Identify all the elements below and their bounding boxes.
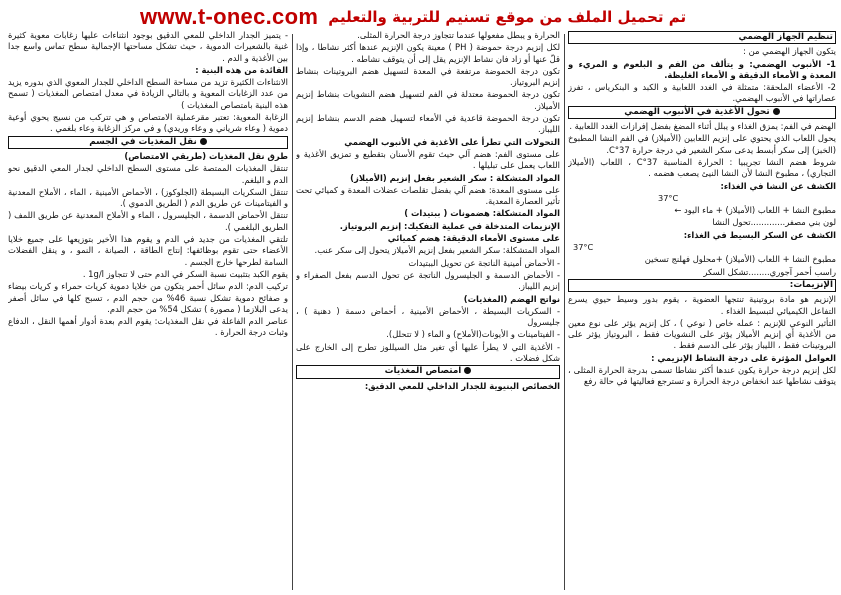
paragraph: الإنزيم هو مادة بروتينية تنتجها العضوية ، يقوم بدور وسيط حيوي يسرع التفاعل الكيميائي لتبسيط الغذاء . (568, 294, 836, 316)
paragraph: الزغابة المعوية: تعتبر مقرعملية الامتصاص و هي تتركب من نسيج يحوي أوعية دموية ( وعاء شرياني و وعاء وريدي) و في مركز الزغابة وعاء بلغمي . (8, 112, 288, 134)
paragraph: تركيب الدم: الدم سائل أحمر يتكون من خلايا دموية كريات حمراء و كريات بيضاء و صفائح دموية تشكل نسبة 46% من حجم الدم ، تسبح كلها في سائل أصفر يدعى البلازما ( مصورة ) تشكل 54% من حجم الدم. (8, 281, 288, 314)
paragraph: نواتج الهضم (المغذيات) (463, 293, 560, 304)
paragraph: الانثناءات الكثيرة تزيد من مساحة السطح الداخلي للجدار المعوي الذي بدوره يزيد من عدد الزغابات المعوية و بالتالي الزيادة في معدل امتصاص المغذيات ( تسمح هذه البنية بامتصاص المغذيات ) (8, 77, 288, 110)
paragraph: الكشف عن السكر البسيط في الغذاء: (683, 229, 836, 240)
paragraph: التحولات التي تطرأ على الأغذية في الأنبوب الهضمي (344, 136, 560, 147)
section-title: امتصاص المغذيات (296, 365, 560, 378)
paragraph: - الأحماض أمينية الناتجة عن تحويل الببتيدات (408, 257, 560, 268)
paragraph: - الأحماض الدسمة و الجليسرول الناتجة عن تحول الدسم بفعل الصفراء و إنزيم الليباز. (296, 269, 560, 292)
bullet-icon (464, 367, 471, 374)
paragraph: طرق نقل المغذيات (طريقي الامتصاص) (124, 150, 288, 161)
diagram-line: لون بني مصفر.............تحول النشا (712, 217, 836, 228)
right-column (568, 30, 836, 590)
paragraph: تنتقل الأحماض الدسمة ، الجليسرول ، الماء و الأملاح المعدنية عن طريق اللمف ( الطريق البلغمي ). (8, 210, 288, 232)
section-title: الإنزيمات: (568, 279, 836, 292)
bullet-icon (773, 108, 780, 115)
bullet-icon (200, 138, 207, 145)
diagram-line: راسب أحمر آجوري........تشكل السكر (703, 266, 836, 277)
paragraph: - الأغذية التي لا يطرأ عليها أي تغير مثل السيللوز تطرح إلى الخارج على شكل فضلات . (296, 341, 560, 364)
paragraph: لكل إنزيم درجة حرارة يكون عندها أكثر نشاطا تسمى بدرجة الحرارة المثلى ، يتوقف نشاطها عند انخفاض درجة الحرارة و تسترجع فعاليتها في حالة رفع (568, 365, 836, 387)
paragraph: على مستوى الأمعاء الدقيقة: هضم كميائي (387, 233, 560, 244)
paragraph: الهضم في الفم: يمزق الغذاء و يبلل أثناء المضغ بفضل إفرازات الغدد اللعابية . (569, 121, 836, 132)
diagram-label: 37°C (573, 242, 594, 253)
column-divider (292, 34, 293, 590)
paragraph: يقوم الكبد بتثبيت نسبة السكر في الدم حتى لا تتجاوز 1g/l . (82, 268, 288, 279)
paragraph: - الفيتامينات و الأيونات(الأملاح) و الماء ( لا تتحلل). (386, 329, 560, 340)
paragraph: المواد المتشكلة: هضمونات ( ببتيدات ) (404, 208, 560, 219)
paragraph: تكون درجة الحموضة مرتفعة في المعدة لتسهيل هضم البروتينات بنشاط إنزيم البروتياز. (296, 65, 560, 88)
section-title: تحول الأغذية في الأنبوب الهضمي (568, 106, 836, 119)
section-title: نقل المغذيات في الجسم (8, 136, 288, 149)
paragraph: المواد المتشكلة: سكر الشعير بفعل إنزيم الأميلاز يتحول إلى سكر عنب. (314, 245, 560, 256)
section-title: تنظيم الجهاز الهضمي (568, 31, 836, 44)
paragraph: التأثير النوعي للإنزيم : عمله خاص ( نوعي ) ، كل إنزيم يؤثر على نوع معين من الأغذية أي إنزيم الأميلاز يؤثر على النشويات فقط ، البروتياز يؤثر على البروتينات فقط ، الليباز يؤثر على الدسم فقط . (568, 317, 836, 351)
paragraph: شروط هضم النشا تجريبيا : الحرارة المناسبة 37°C ، اللعاب (الأميلاز التجاري) ، مطبوخ النشا لأن النشا النيئ يصعب هضمه . (568, 156, 836, 179)
paragraph: يحول اللعاب الذي يحتوي على إنزيم اللعابين (الأميلاز) في الفم النشا المطبوخ (الخبز) إلى سكر أبسط يدعى سكر الشعير في درجة حرارة 37°C. (568, 133, 836, 155)
paragraph: 2- الأعضاء الملحقة: متمثلة في الغدد اللعابية و الكبد و البنكرياس ، تفرز عصاراتها في الأنبوب الهضمي. (568, 82, 836, 104)
paragraph: على مستوى المعدة: هضم آلي بفضل تقلصات عضلات المعدة و كميائي تحت تأثير العصارة المعدية. (296, 184, 560, 207)
paragraph: الفائدة من هذه البنية : (195, 64, 288, 75)
paragraph: الكشف عن النشا في الغذاء: (720, 180, 836, 191)
left-column (8, 30, 288, 590)
paragraph: تنتقل السكريات البسيطة (الجلوكوز) ، الأحماض الأمينية ، الماء ، الأملاح المعدنية و الفيتامينات عن طريق الدم ( الطريق الدموي ). (8, 186, 288, 209)
diagram-line: مطبوخ النشا + اللعاب (الأميلاز) +محلول فهلنج تسخين (644, 254, 836, 265)
paragraph: - يتميز الجدار الداخلي للمعي الدقيق بوجود انثناءات عليها زغابات معوية كثيرة غنية بالشعيرات الدموية ، حيث تشكل مساحتها الإجمالية سطح تماس واسع جدا بين الأغذية و الدم . (8, 30, 288, 63)
paragraph: تلتقي المغذيات من جديد في الدم و يقوم هذا الأخير بتوزيعها على جميع خلايا الأعضاء حتى تقوم بوظائفها: إنتاج الطاقة ، الصيانة ، النمو ، و ينقل الفضلات السامة لطرحها خارج الجسم . (8, 234, 288, 267)
paragraph: الخصائص البنيوية للجدار الداخلي للمعي الدقيق: (364, 380, 560, 391)
diagram-line: مطبوخ النشا + اللعاب (الأميلاز) + ماء اليود ← (674, 205, 836, 216)
banner-text: تم تحميل الملف من موقع تسنيم للتربية والتعليم (328, 8, 687, 26)
column-divider (564, 34, 565, 590)
paragraph: المواد المتشكلة : سكر الشعير بفعل إنزيم (الأميلاز) (350, 172, 560, 183)
paragraph: عناصر الدم الفاعلة في نقل المغذيات: يقوم الدم بعدة أدوار أهمها النقل ، الدفاع وثبات درجة الحرارة . (8, 316, 288, 338)
paragraph: 1- الأنبوب الهضمي: و يتألف من الفم و البلعوم و المريء و المعدة و الأمعاء الدقيقة و الأمعاء الغليظة. (568, 58, 836, 80)
paragraph: الحرارة و يبطل مفعولها عندما تتجاوز درجة الحرارة المثلى. (357, 30, 560, 40)
paragraph: يتكون الجهاز الهضمي من : (743, 46, 836, 57)
paragraph: العوامل المؤثرة على درجة النشاط الإنزيمي : (651, 352, 836, 363)
paragraph: على مستوى الفم: هضم آلي حيث تقوم الأسنان بتقطيع و تمزيق الأغذية و اللعاب يعمل على تبليلها . (296, 148, 560, 171)
paragraph: - السكريات البسيطة ، الأحماض الأمينية ، أحماض دسمة ( دهنية ) ، جليسرول (296, 305, 560, 328)
middle-column (296, 30, 560, 590)
diagram-label: 37°C (658, 192, 679, 203)
paragraph: تكون درجة الحموضة قاعدية في الأمعاء لتسهيل هضم الدسم بنشاط إنزيم الليباز. (296, 113, 560, 135)
paragraph: لكل إنزيم درجة حموضة ( PH ) معينة يكون الإنزيم عندها أكثر نشاطا ، وإذا قلّ عنها أو زاد فان نشاط الإنزيم يقل إلى أن يتوقف نشاطه . (296, 42, 560, 64)
paragraph: تكون درجة الحموضة معتدلة في الفم لتسهيل هضم النشويات بنشاط إنزيم الأميلاز. (296, 89, 560, 111)
paragraph: تنتقل المغذيات الممتصة على مستوى السطح الداخلي لجدار المعي الدقيق نحو الدم و البلغم. (8, 163, 288, 185)
site-url[interactable]: www.t-onec.com (140, 4, 319, 29)
site-banner (140, 2, 830, 32)
paragraph: الإنزيمات المتدخلة في عملية التفكيك: إنزيم البروتياز. (339, 220, 560, 231)
